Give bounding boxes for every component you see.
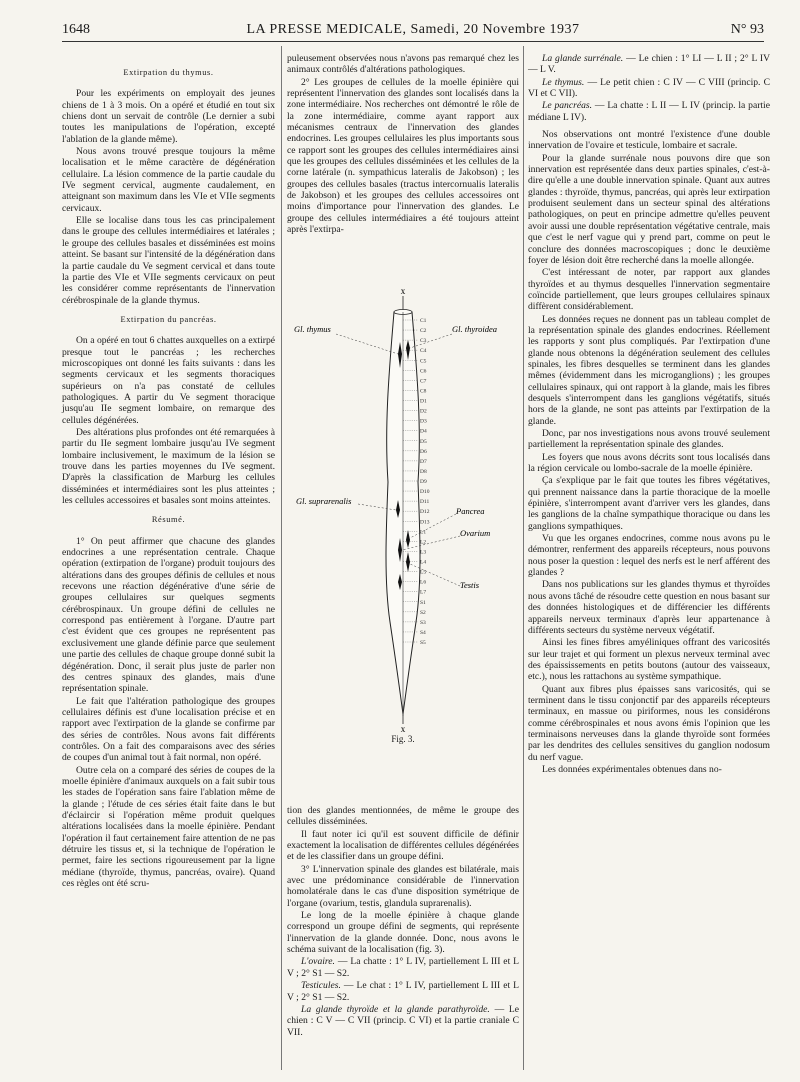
- segment-label: D6: [420, 448, 427, 455]
- paragraph: Pour les expériments on employait des jeunes chiens de 1 à 3 mois. On a opéré et étudié en tout six chiens dont un servait de contrôle (Le dernier a subi toutes les manipulations de l'opération, excepté l'ablation de la glande même).: [62, 88, 275, 145]
- segment-label: D2: [420, 408, 427, 415]
- section-heading-pancreas: Extirpation du pancréas.: [120, 314, 217, 324]
- localisation-thymus: [528, 77, 770, 100]
- segment-label: L3: [420, 549, 427, 556]
- paragraph: tion des glandes mentionnées, de même le groupe des cellules disséminées.: [287, 805, 519, 828]
- paragraph: 1° On peut affirmer que chacune des glandes endocrines a une représentation centrale. Chaque opération (extirpation de l'organe) produit toujours des altérations dans des groupes définis de cellules et nous recevons une réaction dégénérative d'une série de groupes cellulaires sur quelques segments cérébrospinaux. Un groupe défini de cellules ne correspond pas entièrement à l'organe. D'autre part c'est évident que ces groupes ne représentent pas exclusivement une glande définie parce que seulement une partie des cellules de chaque groupe donné subit la dégénération. Donc, il serait plus juste de parler non des centres spinaux des glandes, mais d'une représentation spinale.: [62, 535, 275, 695]
- label-thyroidea: Gl. thyroidea: [452, 324, 498, 334]
- segment-label: C8: [420, 388, 427, 395]
- label-thymus: Gl. thymus: [294, 324, 331, 334]
- issue-number: N° 93: [730, 22, 764, 37]
- page-header: [62, 22, 764, 42]
- segment-list: — Le chien : 1° LI — L II ; 2° L IV — L V.: [528, 53, 771, 76]
- segment-list: — La chatte : L II — L IV (princip. la partie médiane L IV).: [528, 100, 770, 123]
- paragraph: Le fait que l'altération pathologique des groupes cellulaires définis est d'une localisation précise et en rapport avec l'extirpation de la glande se confirme par des séries de contrôles. Nous avons fait différents contrôles. On a fait des comparaisons avec des séries de coupes d'un animal tout à fait normal, non opéré.: [62, 695, 275, 764]
- issue-date: Samedi, 20 Novembre 1937: [410, 22, 580, 37]
- segment-label: D11: [420, 499, 430, 506]
- segment-label: D9: [420, 479, 427, 485]
- segment-label: S2: [420, 609, 426, 616]
- segment-label: C4: [420, 348, 427, 355]
- paragraph: On a opéré en tout 6 chattes auxquelles on a extirpé presque tout le pancréas ; les recherches microscopiques ont donné les faits suivants : dans les segments cervicaux et les segments thoraciques supérieurs on n'a pas constaté de cellules pathologiques. A partir du Ve segment thoracique jusqu'au IIe segment lombaire, on remarque des cellules dégénérées.: [62, 335, 275, 426]
- paragraph: 3° L'innervation spinale des glandes est bilatérale, mais avec une prédominance considérable de l'innervation homolatérale dans le cas d'une disposition symétrique de l'organe (ovarium, testis, glandula suprarenalis).: [287, 863, 519, 909]
- paragraph: Donc, par nos investigations nous avons trouvé seulement partiellement la représentation spinale des glandes.: [528, 428, 770, 451]
- segment-list: — La chatte : 1° L IV, partiellement L III et L V ; 2° S1 — S2.: [287, 956, 519, 979]
- column-2-top: [287, 53, 519, 237]
- segment-label: S1: [420, 599, 426, 606]
- paragraph: 2° Les groupes de cellules de la moelle épinière qui représentent l'innervation des glandes sont localisés dans la zone intermédiaire. Nos recherches ont démontré le rôle de la zone intermédiaire, comme ayant rapport aux mécanismes centraux de l'innervation des glandes endocrines. Les groupes cellulaires les plus importants sous ce rapport sont les groupes des cellules intermédiaires ainsi que les groupes des cellules disséminées et les cellules de la corne latérale (n. sympathicus lateralis de Jakobson) ; les groupes des cellules basales (tractus intercornualis lateralis de Jakobson) et les groupes des cellules accessoires ont moins d'importance pour l'innervation des glandes. Le groupe des cellules intermédiaires a été toujours atteint après l'extirpa-: [287, 76, 519, 236]
- segment-list: — Le petit chien : C IV — C VIII (princip. C VI et C VII).: [528, 76, 770, 100]
- segment-label: C2: [420, 328, 427, 335]
- segment-label: D4: [420, 428, 427, 435]
- top-marker: x: [400, 286, 406, 296]
- segment-label: C7: [420, 378, 427, 385]
- segment-label: C6: [420, 368, 427, 375]
- segment-label: L1: [420, 529, 427, 536]
- segment-list: — Le chat : 1° L IV, partiellement L III et L V ; 2° S1 — S2.: [287, 980, 519, 1003]
- localisation-testicules: [287, 980, 519, 1003]
- paragraph: Le long de la moelle épinière à chaque glande correspond un groupe défini de segments, qui représente l'innervation de la glande donnée. Donc, nous avons le schéma suivant de la localisation (fig. 3).: [287, 910, 519, 956]
- spinal-cord-figure: [292, 282, 514, 752]
- header-rule: [62, 41, 764, 42]
- localisation-thyroide: [287, 1004, 519, 1038]
- gland-name: Le thymus.: [542, 76, 585, 88]
- paragraph: Des altérations plus profondes ont été remarquées à partir du IIe segment lombaire jusqu'au IVe segment lombaire inclusivement, le maximum de la lésion se trouve dans les parties moyennes du IVe segment. D'après la classification de Marburg les cellules disséminées et intermédiaires sont les plus atteintes ; les cellules accessoires et basales sont moins atteintes.: [62, 426, 275, 507]
- segment-label: S4: [420, 629, 426, 636]
- segment-label: D8: [420, 468, 427, 475]
- paragraph: Vu que les organes endocrines, comme nous avons pu le démontrer, renferment des appareils récepteurs, nous pouvons nous poser la question : lequel des nerfs est le nerf afférent des glandes ?: [528, 533, 770, 579]
- paragraph: Nos observations ont montré l'existence d'une double innervation de l'ovaire et testicule, lombaire et sacrale.: [528, 129, 770, 152]
- paragraph: Nous avons trouvé presque toujours la même localisation et le même caractère de dégénération cellulaire. La lésion commence de la partie caudale du IVe segment cervical, augmente caudalement, en atteignant son maximum dans les VIe et VIIe segments cervicaux.: [62, 146, 275, 214]
- column-3: [528, 53, 770, 776]
- leader-thymus: [336, 334, 398, 354]
- paragraph: Pour la glande surrénale nous pouvons dire que son innervation est représentée dans deux parties spinales, c'est-à-dire qu'elle a une double innervation spinale. Quant aux autres glandes : thyroïde, thymus, pancréas, qui après leur extirpation produisent seulement dans un secteur spinal des altérations pathologiques, on peut en principe admettre qu'elles peuvent avoir aussi une double représentation végétative centrale, mais que c'est le nerf vague qui y prend part, comme on peut le conclure des données macroscopiques ; donc le deuxième foyer de lésion doit être recherché dans la moelle allongée.: [528, 152, 770, 266]
- figure-caption: Fig. 3.: [391, 734, 415, 744]
- paragraph: Dans nos publications sur les glandes thymus et thyroïdes nous avons tâché de résoudre cette question en nous basant sur des données histologiques et de différencier les différents appareils nerveux terminaux d'après leur appartenance à différents secteurs du système nerveux végétatif.: [528, 579, 770, 636]
- paragraph: Les foyers que nous avons décrits sont tous localisés dans la région cervicale ou lombo-sacrale de la moelle épinière.: [528, 451, 770, 475]
- paragraph: Outre cela on a comparé des séries de coupes de la moelle épinière d'animaux auxquels on a fait subir tous les stades de l'opération sans faire l'ablation même de la glande ; l'étude de ces séries était faite dans le but d'éclaircir si l'opération même produit quelques altérations localisées dans la moelle épinière. Pendant l'opération il faut certainement faire attention de ne pas détruire les tissus et, si la technique de l'opération le permet, faire les sections rigoureusement par la ligne médiane (thyroïde, thymus, pancréas, ovaire). Quand ces règles ont été scru-: [62, 764, 275, 890]
- section-heading-resume: Résumé.: [151, 515, 186, 525]
- paragraph: Les données reçues ne donnent pas un tableau complet de la représentation spinale des glandes endocrines. Réellement les rapports y sont plus compliqués. Par l'extirpation d'une glande nous obtenons la dégénération seulement des cellules spinales, les fibres desquelles se terminent dans les glandes mêmes (évidemment dans les microganglions) ; les groupes cellulaires spinaux, qui ont rapport à la glande, mais les fibres desquels s'interrompent dans les ganglions végétatifs, situés hors de la glande, ne sont pas atteints par l'extirpation de la glande.: [528, 313, 770, 427]
- paragraph: Elle se localise dans tous les cas principalement dans le groupe des cellules intermédiaires et latérales ; le groupe des cellules basales et disséminées est moins atteint. Se basant sur l'intensité de la dégénération dans la partie caudale du Ve segment cervical et dans toute la partie des VIe et VIIe segments cervicaux on peut les considérer comme représentants de l'innervation cérébrospinale de la glande thymus.: [62, 215, 275, 306]
- leader-thyroidea: [410, 334, 452, 348]
- journal-title: LA PRESSE MEDICALE,: [246, 22, 407, 37]
- journal-title-line: [62, 22, 764, 38]
- paragraph: Quant aux fibres plus épaisses sans varicosités, qui se terminent dans le tissu conjonctif par des appareils récepteurs terminaux, en massue ou piriformes, nous les considérons comme cérébrospinales et nous avons émis l'opinion que les terminaisons nerveuses dans la glande thyroïde sont formées par les dendrites des cellules sensitives du ganglion nodosum du nerf vague.: [528, 683, 770, 763]
- segment-label: S3: [420, 619, 426, 626]
- paragraph: Ainsi les fines fibres amyéliniques offrant des varicosités sur leur trajet et qui forment un plexus nerveux terminal avec des épaississements en petits boutons (autour des vaisseaux, etc.), nous les rattachons au système sympathique.: [528, 637, 770, 683]
- column-2-bottom: [287, 805, 519, 1039]
- column-1: [62, 53, 275, 890]
- spinal-cord-diagram: [292, 282, 514, 732]
- segment-label: D1: [420, 398, 427, 405]
- paragraph: Il faut noter ici qu'il est souvent difficile de définir exactement la localisation de différentes cellules dégénérées et de les classifier dans un groupe défini.: [287, 828, 519, 863]
- segment-label: D5: [420, 438, 427, 445]
- localisation-pancreas: [528, 100, 770, 123]
- segment-list: — Le chien : C V — C VII (princip. C VI) et la partie craniale C VII.: [287, 1003, 520, 1038]
- column-divider: [523, 46, 524, 1070]
- segment-label: L7: [420, 589, 427, 596]
- segment-label: C1: [420, 318, 427, 324]
- label-suprarenalis: Gl. suprarenalis: [296, 496, 352, 506]
- segment-label: D13: [420, 519, 430, 526]
- segment-label: D12: [420, 509, 430, 516]
- localisation-ovaire: [287, 956, 519, 979]
- gland-name: La glande surrénale.: [542, 53, 624, 64]
- label-ovarium: Ovarium: [460, 528, 491, 538]
- section-heading-thymus: Extirpation du thymus.: [123, 68, 214, 77]
- label-pancrea: Pancrea: [456, 506, 485, 516]
- paragraph: C'est intéressant de noter, par rapport aux glandes thyroïdes et au thymus desquelles l'innervation segmentaire coïncide partiellement, que leurs groupes cellulaires spinaux diffèrent considérablement.: [528, 267, 770, 313]
- paragraph: Les données expérimentales obtenues dans no-: [542, 763, 722, 775]
- segment-label: D10: [420, 489, 430, 496]
- paragraph: Ça s'explique par le fait que toutes les fibres végétatives, qui prennent naissance dans la partie thoracique de la moelle épinière, s'interrompent avant d'arriver vers les glandes, dans les ganglions de la chaîne sympathique thoracique ou dans les ganglions sympathiques.: [528, 475, 770, 532]
- page-number: 1648: [62, 22, 90, 37]
- segment-label: D3: [420, 418, 427, 425]
- segment-label: L5: [420, 569, 427, 576]
- bottom-marker: x: [400, 724, 406, 732]
- segment-label: D7: [420, 458, 427, 465]
- column-divider: [281, 46, 282, 1070]
- gland-name: La glande thyroïde et la glande parathyroïde.: [301, 1003, 490, 1015]
- label-testis: Testis: [460, 580, 480, 590]
- paragraph: puleusement observées nous n'avons pas remarqué chez les animaux contrôlés d'altérations pathologiques.: [287, 53, 519, 76]
- segment-label: C5: [420, 358, 427, 365]
- gland-name: Le pancréas.: [542, 100, 593, 112]
- segment-label: L6: [420, 579, 427, 586]
- segment-label: C3: [420, 338, 427, 345]
- gland-name: Testicules.: [301, 980, 341, 992]
- localisation-surrenale: [528, 53, 770, 76]
- segment-label: L4: [420, 559, 427, 566]
- segment-label: S5: [420, 640, 426, 646]
- gland-name: L'ovaire.: [301, 956, 335, 968]
- segment-label: L2: [420, 539, 427, 546]
